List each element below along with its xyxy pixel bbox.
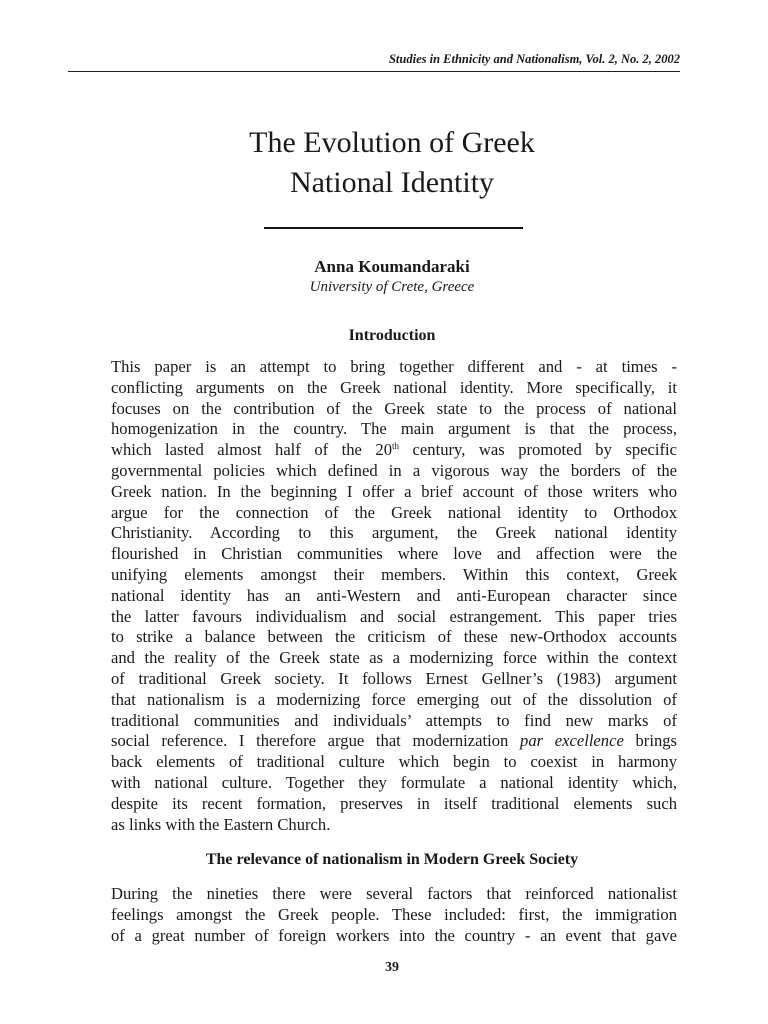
title-line-1: The Evolution of Greek — [249, 126, 535, 159]
introduction-paragraph — [111, 357, 677, 835]
text-line: of traditional Greek society. It follows Ernest Gellner’s (1983) argument — [111, 668, 677, 688]
text-line: traditional communities and individuals’ attempts to find new marks of — [111, 710, 677, 730]
text-line: Christianity. According to this argument, the Greek national identity — [111, 523, 677, 543]
text-line: with national culture. Together they formulate a national identity which, — [111, 772, 677, 792]
text-line: argue for the connection of the Greek national identity to Orthodox — [111, 502, 677, 522]
paper-title — [68, 123, 716, 203]
text-line: back elements of traditional culture which begin to coexist in harmony — [111, 752, 677, 772]
text-line: that nationalism is a modernizing force emerging out of the dissolution of — [111, 689, 677, 709]
text-line: This paper is an attempt to bring together different and - at times - — [111, 357, 677, 376]
text-line: which lasted almost half of the 20th century, was promoted by specific — [111, 440, 677, 460]
text-line: social reference. I therefore argue that modernization par excellence brings — [111, 731, 677, 751]
title-line-2: National Identity — [289, 166, 495, 199]
text-line: conflicting arguments on the Greek national identity. More specifically, it — [111, 377, 677, 397]
text-line: to strike a balance between the criticism of these new-Orthodox accounts — [111, 627, 677, 647]
italic-term: par excellence — [520, 731, 624, 751]
author-affiliation: University of Crete, Greece — [309, 279, 475, 295]
section-heading-relevance: The relevance of nationalism in Modern Greek Society — [205, 851, 579, 868]
section-heading-introduction: Introduction — [348, 327, 436, 344]
text-line: Greek nation. In the beginning I offer a brief account of those writers who — [111, 481, 677, 501]
text-line: and the reality of the Greek state as a modernizing force within the context — [111, 648, 677, 668]
page-number: 39 — [385, 960, 399, 975]
text-line: unifying elements amongst their members. Within this context, Greek — [111, 564, 677, 584]
running-head: Studies in Ethnicity and Nationalism, Vol. 2, No. 2, 2002 — [388, 52, 680, 66]
relevance-paragraph — [111, 884, 677, 946]
header-rule — [68, 71, 680, 72]
text-line: as links with the Eastern Church. — [111, 814, 331, 834]
text-line: governmental policies which defined in a vigorous way the borders of the — [111, 460, 677, 480]
superscript: th — [392, 441, 400, 452]
text-line: of a great number of foreign workers into the country - an event that gave — [111, 925, 677, 945]
text-line: homogenization in the country. The main argument is that the process, — [111, 419, 677, 439]
text-line: flourished in Christian communities where love and affection were the — [111, 544, 677, 564]
text-line: national identity has an anti-Western and anti-European character since — [111, 585, 677, 605]
text-line: During the nineties there were several factors that reinforced nationalist — [111, 884, 677, 903]
text-line: despite its recent formation, preserves in itself traditional elements such — [111, 793, 677, 813]
text-line: focuses on the contribution of the Greek state to the process of national — [111, 398, 677, 418]
text-line: feelings amongst the Greek people. These included: first, the immigration — [111, 904, 677, 924]
author-name: Anna Koumandaraki — [314, 257, 470, 276]
text-line: the latter favours individualism and social estrangement. This paper tries — [111, 606, 677, 626]
title-rule — [264, 227, 523, 229]
